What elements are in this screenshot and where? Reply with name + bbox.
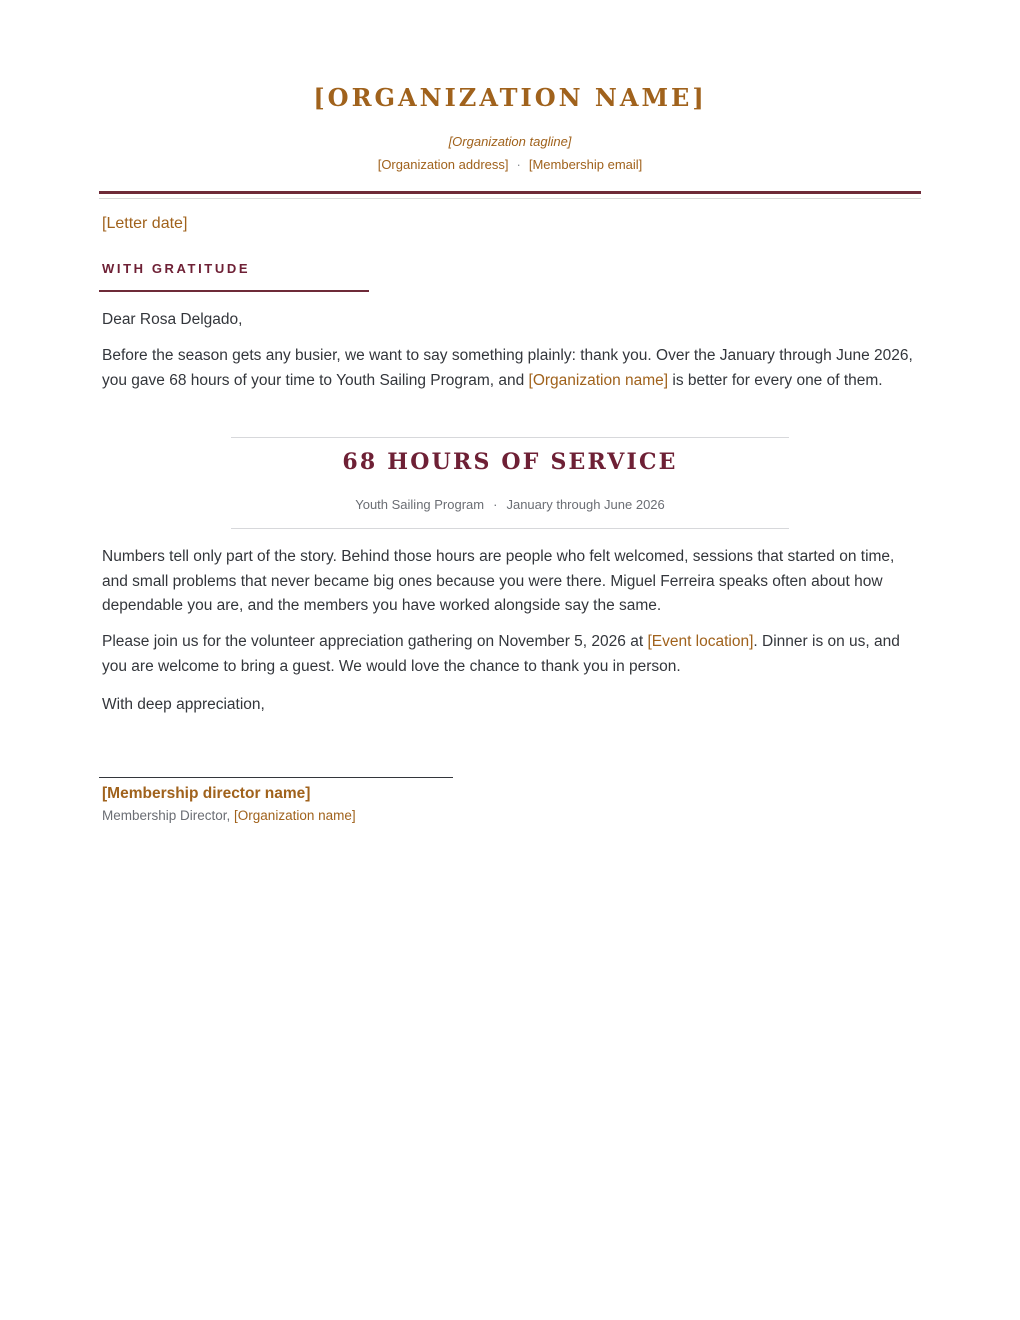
signatory-organization-placeholder: [Organization name]: [234, 808, 356, 823]
stat-divider-top: [231, 437, 789, 438]
intro-paragraph: [102, 344, 920, 393]
signatory-title: [102, 807, 356, 825]
service-hours-headline: 68 HOURS OF SERVICE: [342, 449, 678, 475]
membership-email: [Membership email]: [528, 157, 643, 172]
story-paragraph: Numbers tell only part of the story. Behind those hours are people who felt welcomed, sessions that started on time, and small problems that never became big ones because you were there. Miguel Ferreira speaks often about how dependable you are, and the members you have worked alongside say the same.: [102, 548, 895, 615]
letter-date: [Letter date]: [102, 215, 188, 232]
organization-name: [ORGANIZATION NAME]: [313, 83, 707, 112]
section-underline: [99, 290, 369, 292]
invite-text-start: Please join us for the volunteer appreciation gathering on November 5, 2026 at: [102, 633, 648, 650]
contact-line: [0, 156, 1020, 174]
service-period: January through June 2026: [506, 497, 665, 512]
organization-address: [Organization address]: [377, 157, 509, 172]
program-name: Youth Sailing Program: [355, 497, 485, 512]
organization-name-placeholder: [Organization name]: [528, 371, 669, 389]
signatory-name: [Membership director name]: [102, 785, 311, 802]
intro-text-start: Before the season gets any busier, we want to say something plainly: thank you. Over the January through June 2026, you gave 68 hours of your time to Youth Sailing Program, and: [102, 347, 913, 389]
organization-tagline: [Organization tagline]: [448, 134, 572, 149]
invitation-paragraph: [102, 630, 920, 679]
stat-divider-bottom: [231, 528, 789, 529]
meta-separator: ·: [493, 497, 498, 512]
contact-separator: ·: [516, 157, 521, 172]
invite-text-end: . Dinner is on us, and you are welcome to bring a guest. We would love the chance to thank you in person.: [102, 633, 900, 675]
event-location-placeholder: [Event location]: [647, 633, 754, 650]
service-meta: [0, 496, 1020, 514]
closing: With deep appreciation,: [102, 696, 265, 713]
greeting: Dear Rosa Delgado,: [102, 311, 243, 328]
header-divider-thin: [99, 198, 921, 199]
intro-text-end: is better for every one of them.: [668, 371, 883, 389]
signatory-role: Membership Director,: [102, 808, 235, 823]
header-divider-thick: [99, 191, 921, 194]
section-label: WITH GRATITUDE: [102, 261, 251, 276]
signature-line: [99, 777, 453, 778]
